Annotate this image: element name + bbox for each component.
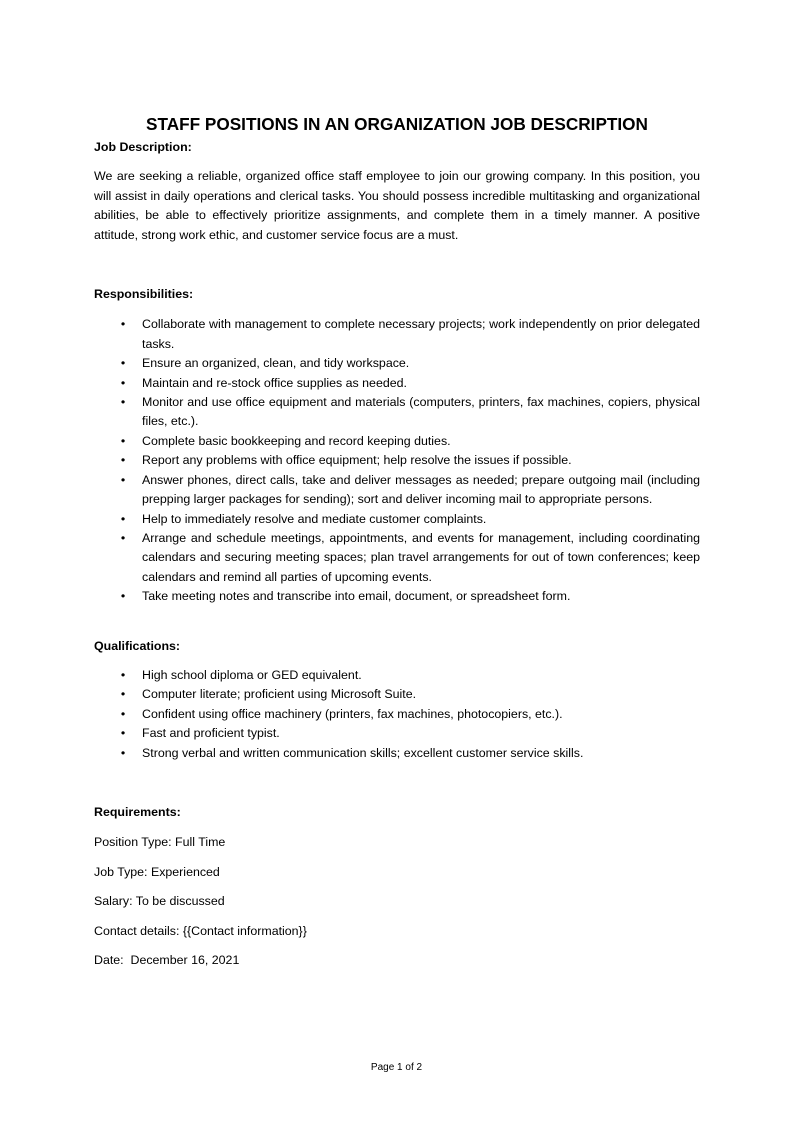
bullet-icon: • <box>120 356 126 371</box>
list-item <box>94 705 700 724</box>
bullet-icon: • <box>120 687 126 702</box>
list-item-text: Report any problems with office equipment; help resolve the issues if possible. <box>142 453 572 468</box>
position-type: Position Type: Full Time <box>94 835 226 850</box>
document-title: STAFF POSITIONS IN AN ORGANIZATION JOB DESCRIPTION <box>146 114 648 134</box>
job-description-heading: Job Description: <box>94 140 192 154</box>
list-item-text: Fast and proficient typist. <box>142 726 280 741</box>
bullet-icon: • <box>120 453 126 468</box>
list-item <box>94 685 700 704</box>
bullet-icon: • <box>120 589 126 604</box>
bullet-icon: • <box>120 706 126 721</box>
list-item <box>94 724 700 743</box>
job-type: Job Type: Experienced <box>94 864 220 879</box>
document-body <box>94 112 700 970</box>
list-item-text: Help to immediately resolve and mediate customer complaints. <box>142 511 487 526</box>
bullet-icon: • <box>120 395 126 410</box>
contact-details: Contact details: {{Contact information}} <box>94 923 307 938</box>
bullet-icon: • <box>120 667 126 682</box>
list-item-text: Ensure an organized, clean, and tidy workspace. <box>142 356 410 371</box>
list-item <box>94 315 700 354</box>
list-item <box>94 393 700 432</box>
list-item-text: Collaborate with management to complete necessary projects; work independently on prior delegated tasks. <box>142 317 700 351</box>
list-item <box>94 510 700 529</box>
list-item-text: High school diploma or GED equivalent. <box>142 667 362 682</box>
salary: Salary: To be discussed <box>94 894 225 909</box>
bullet-icon: • <box>120 375 126 390</box>
list-item <box>94 471 700 510</box>
bullet-icon: • <box>120 726 126 741</box>
bullet-icon: • <box>120 472 126 487</box>
bullet-icon: • <box>120 433 126 448</box>
document-date: Date: December 16, 2021 <box>94 953 240 967</box>
responsibilities-list <box>94 315 700 606</box>
list-item-text: Answer phones, direct calls, take and deliver messages as needed; prepare outgoing mail (including prepping larger packages for sending); sort and deliver incoming mail to appropriate persons. <box>142 472 700 507</box>
list-item-text: Computer literate; proficient using Microsoft Suite. <box>142 687 417 702</box>
bullet-icon: • <box>120 317 126 332</box>
bullet-icon: • <box>120 530 126 545</box>
requirements-heading: Requirements: <box>94 804 181 819</box>
list-item-text: Arrange and schedule meetings, appointments, and events for management, including coordinating calendars and securing meeting spaces; plan travel arrangements for out of town conferences; keep calendars and remind all parties of upcoming events. <box>142 530 700 584</box>
list-item-text: Strong verbal and written communication skills; excellent customer service skills. <box>142 745 584 760</box>
list-item <box>94 432 700 451</box>
qualifications-list <box>94 666 700 763</box>
list-item-text: Monitor and use office equipment and materials (computers, printers, fax machines, copiers, physical files, etc.). <box>142 395 700 429</box>
list-item <box>94 587 700 606</box>
page-number: Page 1 of 2 <box>370 1062 423 1073</box>
list-item-text: Confident using office machinery (printers, fax machines, photocopiers, etc.). <box>142 706 563 721</box>
list-item <box>94 354 700 373</box>
qualifications-heading: Qualifications: <box>94 638 181 653</box>
list-item <box>94 451 700 470</box>
bullet-icon: • <box>120 511 126 526</box>
list-item-text: Complete basic bookkeeping and record keeping duties. <box>142 433 451 448</box>
job-description-text: We are seeking a reliable, organized office staff employee to join our growing company. In this position, you will assist in daily operations and clerical tasks. You should possess incredible multitasking and organizational abilities, be able to effectively prioritize assignments, and complete them in a timely manner. A positive attitude, strong work ethic, and customer service focus are a must. <box>94 169 700 242</box>
list-item <box>94 744 700 763</box>
list-item <box>94 374 700 393</box>
list-item <box>94 529 700 587</box>
list-item <box>94 666 700 685</box>
list-item-text: Take meeting notes and transcribe into email, document, or spreadsheet form. <box>142 589 571 604</box>
bullet-icon: • <box>120 745 126 760</box>
list-item-text: Maintain and re-stock office supplies as needed. <box>142 375 407 390</box>
responsibilities-heading: Responsibilities: <box>94 287 194 302</box>
